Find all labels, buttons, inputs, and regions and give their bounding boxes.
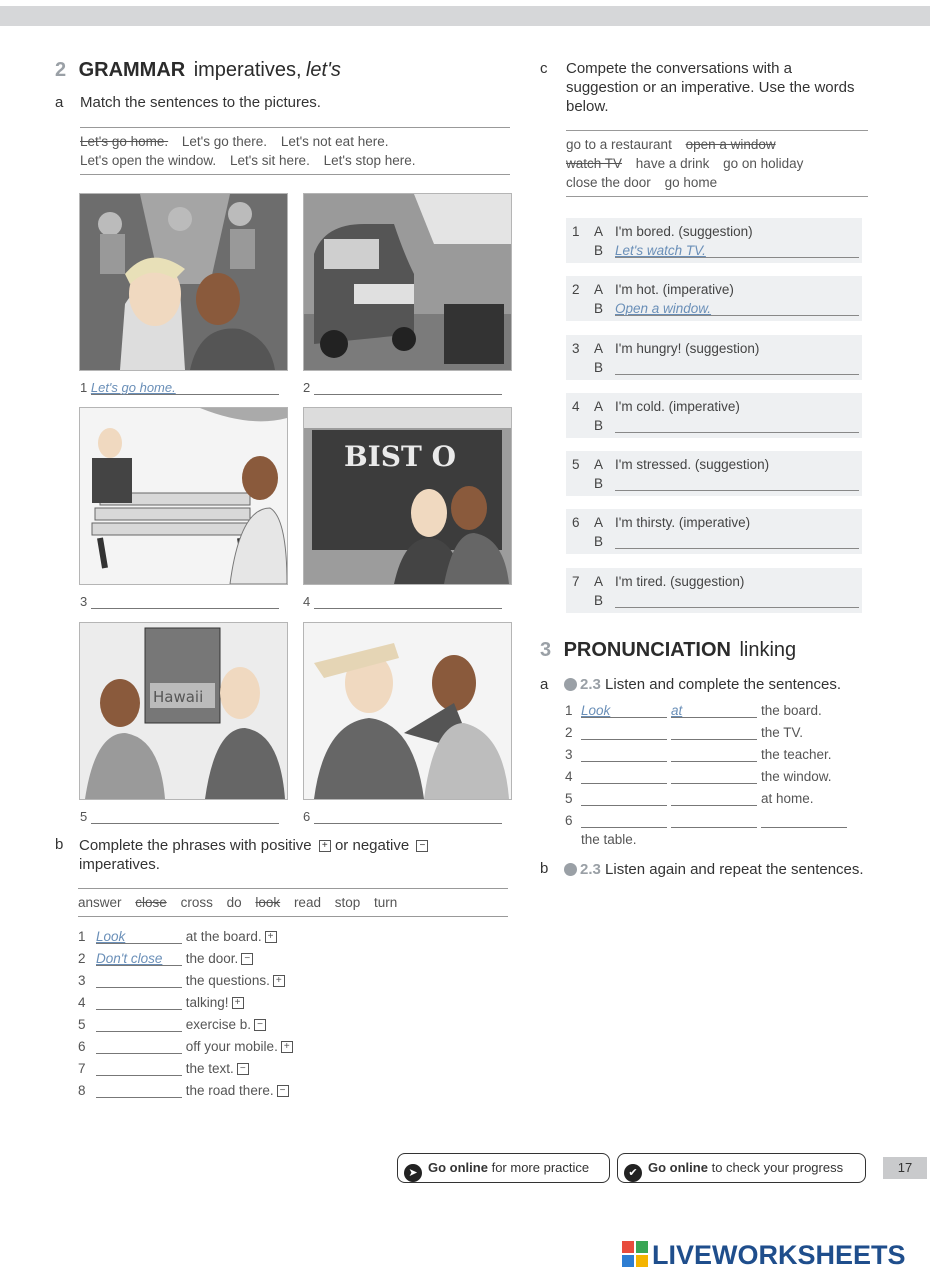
- go-online-practice-button[interactable]: ➤ Go online for more practice: [397, 1153, 610, 1183]
- audio-track: 2.3: [580, 861, 601, 878]
- word-box-item: Let's go there.: [181, 134, 268, 149]
- word-box-item: go on holiday: [723, 156, 804, 171]
- answer-blank[interactable]: [91, 594, 279, 609]
- minus-icon: −: [254, 1019, 266, 1031]
- word-box-item: look: [255, 895, 281, 910]
- word-box-item: answer: [78, 895, 122, 910]
- answer-blank[interactable]: [96, 995, 182, 1010]
- word-box-item: close: [135, 895, 167, 910]
- minus-icon: −: [416, 840, 428, 852]
- plus-icon: +: [232, 997, 244, 1009]
- plus-icon: +: [319, 840, 331, 852]
- answer-blank[interactable]: [96, 1061, 182, 1076]
- picture-6-hot: [303, 622, 512, 800]
- part-a-word-box: [80, 127, 510, 175]
- answer-blank[interactable]: Let's go home.: [91, 380, 279, 395]
- answer-blank[interactable]: [96, 1083, 182, 1098]
- minus-icon: −: [237, 1063, 249, 1075]
- word-box-item: open a window: [685, 137, 776, 152]
- word-box-item: turn: [374, 895, 398, 910]
- part-b-letter: b: [55, 836, 64, 853]
- word-box-item: do: [226, 895, 242, 910]
- word-box-item: cross: [180, 895, 213, 910]
- word-box-item: watch TV: [566, 156, 623, 171]
- minus-icon: −: [277, 1085, 289, 1097]
- audio-icon[interactable]: [564, 863, 577, 876]
- liveworksheets-logo: LIVEWORKSHEETS: [622, 1240, 906, 1271]
- part-b-item-4: 4 talking! +: [78, 995, 244, 1010]
- picture-1-caption: 1 Let's go home.: [80, 380, 279, 395]
- picture-5-caption: 5: [80, 809, 279, 824]
- part-b-item-1: 1 Look at the board. +: [78, 929, 277, 944]
- pron-item-3: 3 the teacher.: [565, 747, 832, 762]
- answer-blank[interactable]: [581, 747, 667, 762]
- answer-blank[interactable]: at: [671, 703, 757, 718]
- section-title: GRAMMAR: [78, 59, 186, 81]
- pron-item-4: 4 the window.: [565, 769, 832, 784]
- pron-part-b-instruction: 2.3 Listen again and repeat the sentences.: [564, 860, 864, 879]
- picture-3-bench: [79, 407, 288, 585]
- pron-part-a-instruction: 2.3 Listen and complete the sentences.: [564, 675, 841, 694]
- answer-blank[interactable]: [671, 769, 757, 784]
- pron-item-1: 1 Look at the board.: [565, 703, 822, 718]
- pron-part-b-letter: b: [540, 860, 549, 877]
- answer-blank[interactable]: Don't close: [96, 951, 182, 966]
- section-subtitle: linking: [739, 639, 797, 661]
- pron-item-2: 2 the TV.: [565, 725, 804, 740]
- word-box-item: stop: [334, 895, 361, 910]
- part-a-letter: a: [55, 94, 64, 111]
- answer-blank[interactable]: [615, 593, 859, 608]
- part-b-item-7: 7 the text. −: [78, 1061, 249, 1076]
- word-box-item: go to a restaurant: [566, 137, 672, 152]
- section-number: 2: [55, 59, 67, 81]
- minus-icon: −: [241, 953, 253, 965]
- pron-item-5: 5 at home.: [565, 791, 814, 806]
- picture-4-caption: 4: [303, 594, 502, 609]
- word-box-item: have a drink: [635, 156, 710, 171]
- picture-2-caption: 2: [303, 380, 502, 395]
- part-c-word-box: [566, 130, 868, 197]
- word-box-item: Let's not eat here.: [280, 134, 389, 149]
- page-number: 17: [883, 1157, 927, 1179]
- part-b-item-5: 5 exercise b. −: [78, 1017, 266, 1032]
- check-icon: ✔: [624, 1164, 642, 1182]
- word-box-item: read: [293, 895, 321, 910]
- section-subtitle-em: let's: [305, 59, 341, 81]
- audio-track: 2.3: [580, 676, 601, 693]
- answer-blank[interactable]: [671, 747, 757, 762]
- part-a-instruction: Match the sentences to the pictures.: [80, 94, 321, 111]
- conversation-2: 2 A I'm hot. (imperative) B Open a window.: [566, 276, 862, 321]
- answer-blank[interactable]: [96, 973, 182, 988]
- part-b-item-2: 2 Don't close the door. −: [78, 951, 253, 966]
- section-number: 3: [540, 639, 552, 661]
- answer-blank[interactable]: [581, 791, 667, 806]
- pron-item-6-continuation: the table.: [581, 832, 637, 847]
- answer-blank[interactable]: Look: [96, 929, 182, 944]
- answer-blank[interactable]: [314, 809, 502, 824]
- part-b-instruction: Complete the phrases with positive + or negative − imperatives.: [79, 836, 479, 874]
- picture-1-concert: [79, 193, 288, 371]
- pron-item-6: 6: [565, 813, 851, 828]
- part-b-item-8: 8 the road there. −: [78, 1083, 289, 1098]
- answer-blank[interactable]: [761, 813, 847, 828]
- conversation-4: 4 A I'm cold. (imperative) B: [566, 393, 862, 438]
- conversation-1: 1 A I'm bored. (suggestion) B Let's watch TV.: [566, 218, 862, 263]
- cursor-icon: ➤: [404, 1164, 422, 1182]
- answer-blank[interactable]: [615, 418, 859, 433]
- answer-blank[interactable]: Let's watch TV.: [615, 243, 859, 258]
- part-b-item-3: 3 the questions. +: [78, 973, 285, 988]
- picture-4-bistro: [303, 407, 512, 585]
- scan-top-bar: [0, 6, 930, 26]
- answer-blank[interactable]: [581, 725, 667, 740]
- word-box-item: close the door: [566, 175, 651, 190]
- answer-blank[interactable]: [671, 725, 757, 740]
- conversation-5: 5 A I'm stressed. (suggestion) B: [566, 451, 862, 496]
- answer-blank[interactable]: [581, 813, 667, 828]
- liveworksheets-logo-icon: [622, 1241, 648, 1267]
- word-box-item: Let's open the window.: [80, 153, 217, 168]
- word-box-item: go home: [664, 175, 718, 190]
- word-box-item: Let's sit here.: [229, 153, 310, 168]
- conversation-7: 7 A I'm tired. (suggestion) B: [566, 568, 862, 613]
- answer-blank[interactable]: [96, 1017, 182, 1032]
- part-c-letter: c: [540, 60, 548, 77]
- answer-blank[interactable]: Look: [581, 703, 667, 718]
- bistro-sign-text: BIST O: [344, 440, 456, 473]
- word-box-item: Let's go home.: [80, 134, 169, 149]
- answer-blank[interactable]: [314, 380, 502, 395]
- part-b-item-6: 6 off your mobile. +: [78, 1039, 293, 1054]
- picture-3-caption: 3: [80, 594, 279, 609]
- answer-blank[interactable]: [96, 1039, 182, 1054]
- grammar-heading: [55, 59, 341, 82]
- audio-icon[interactable]: [564, 678, 577, 691]
- pronunciation-heading: [540, 639, 796, 662]
- word-box-item: Let's stop here.: [323, 153, 416, 168]
- answer-blank[interactable]: Open a window.: [615, 301, 859, 316]
- conversation-3: 3 A I'm hungry! (suggestion) B: [566, 335, 862, 380]
- answer-blank[interactable]: [615, 476, 859, 491]
- pron-part-a-letter: a: [540, 676, 549, 693]
- answer-blank[interactable]: [615, 534, 859, 549]
- conversation-6: 6 A I'm thirsty. (imperative) B: [566, 509, 862, 554]
- section-title: PRONUNCIATION: [563, 639, 731, 661]
- picture-5-hawaii-poster: [79, 622, 288, 800]
- answer-blank[interactable]: [314, 594, 502, 609]
- picture-6-caption: 6: [303, 809, 502, 824]
- plus-icon: +: [273, 975, 285, 987]
- section-subtitle: imperatives,: [193, 59, 302, 81]
- part-c-instruction: Compete the conversations with a suggestion or an imperative. Use the words below.: [566, 60, 855, 115]
- answer-blank[interactable]: [671, 813, 757, 828]
- picture-2-car: [303, 193, 512, 371]
- plus-icon: +: [265, 931, 277, 943]
- go-online-progress-button[interactable]: ✔ Go online to check your progress: [617, 1153, 866, 1183]
- part-b-word-box: [78, 888, 508, 917]
- answer-blank[interactable]: [581, 769, 667, 784]
- answer-blank[interactable]: [671, 791, 757, 806]
- answer-blank[interactable]: [615, 360, 859, 375]
- plus-icon: +: [281, 1041, 293, 1053]
- answer-blank[interactable]: [91, 809, 279, 824]
- hawaii-sign-text: Hawaii: [153, 688, 204, 706]
